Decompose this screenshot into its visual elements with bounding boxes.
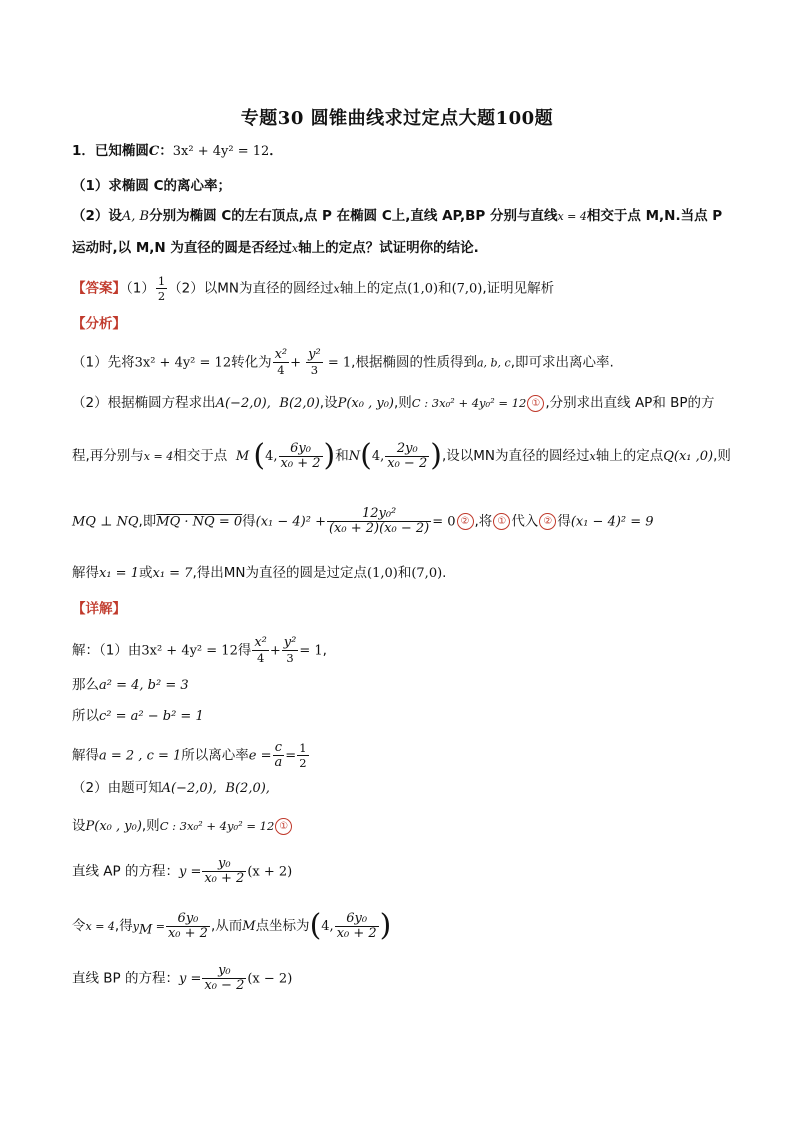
detail-line-4: 解得a = 2 , c = 1所以离心率e = $\frac{c}{a}$ = $\frac{1}{2}$ [72, 740, 307, 770]
analysis-line-4: MQ ⊥ NQ,即MQ · NQ = 0得(x₁ − 4)² + $\frac{\text{12y₀²}}{\text{(x₀ + 2)(x₀ − 2)}}$ = 0 ② ,将 ① 代入 ② 得(x₁ − 4)² = 9 [72, 506, 654, 536]
question-part-2-line-2: 运动时,以 M,N 为直径的圆是否经过x轴上的定点？试证明你的结论. [72, 240, 479, 256]
analysis-line-1: （1）先将3x² + 4y² = 12转化为 $\frac{\text{x²}}{4}$ + $\frac{\text{y²}}{3}$ = 1,根据椭圆的性质得到a, b, c,即可求出离心率. [72, 347, 614, 377]
detail-line-7: 直线 AP 的方程：y = $\frac{\text{y₀}}{\text{x₀ + 2}}$ (x + 2) [72, 856, 293, 886]
question-part-2-line-1: （2）设A, B分别为椭圆 C的左右顶点,点 P 在椭圆 C上,直线 AP,BP 分别与直线x = 4相交于点 M,N.当点 P [72, 208, 723, 224]
question-part-1: （1）求椭圆 C的离心率； [72, 178, 232, 194]
analysis-line-3: 程,再分别与x = 4相交于点 M (4, $\frac{\text{6y₀}}{\text{x₀ + 2}}$ )和N(4, $\frac{\text{2y₀}}{\text{x₀ − 2}}$ ),设以MN为直径的圆经过x轴上的定点Q(x₁ ,0),则 [72, 438, 731, 473]
detail-line-8: 令x = 4,得$y_M$ = $\frac{\text{6y₀}}{\text{x₀ + 2}}$ ,从而M点坐标为(4, $\frac{\text{6y₀}}{\text{x₀ + 2}}$ ) [72, 908, 392, 943]
ellipse-equation: 3x² + 4y² = 12 [172, 144, 270, 159]
analysis-line-5: 解得x₁ = 1或x₁ = 7,得出MN为直径的圆是过定点(1,0)和(7,0). [72, 565, 447, 581]
detail-line-6: 设P(x₀ , y₀),则C : 3x₀² + 4y₀² = 12 ① [72, 815, 293, 838]
detail-line-2: 那么a² = 4, b² = 3 [72, 677, 189, 693]
detail-line-9: 直线 BP 的方程：y = $\frac{\text{y₀}}{\text{x₀ − 2}}$ (x − 2) [72, 963, 293, 993]
detail-line-5: （2）由题可知A(−2,0), B(2,0), [72, 780, 270, 796]
analysis-label: 【分析】 [72, 316, 126, 332]
analysis-line-2: （2）根据椭圆方程求出A(−2,0), B(2,0),设P(x₀ , y₀),则C : 3x₀² + 4y₀² = 12 ① ,分别求出直线 AP和 BP的方 [72, 395, 715, 411]
page-title: 专题30 圆锥曲线求过定点大题100题 [240, 108, 554, 129]
detail-line-1: 解：（1）由3x² + 4y² = 12得 $\frac{\text{x²}}{4}$ + $\frac{\text{y²}}{3}$ = 1, [72, 635, 327, 665]
detail-label: 【详解】 [72, 601, 126, 617]
question-stem: 1．已知椭圆C：3x² + 4y² = 12． [72, 143, 283, 159]
question-number: 1． [72, 143, 95, 159]
detail-line-3: 所以c² = a² − b² = 1 [72, 708, 204, 724]
answer-label: 【答案】 [72, 280, 126, 297]
answer-line: 【答案】（1） $\frac{1}{2}$ （2）以MN为直径的圆经过x轴上的定点(1,0)和(7,0),证明见解析 [72, 274, 555, 303]
